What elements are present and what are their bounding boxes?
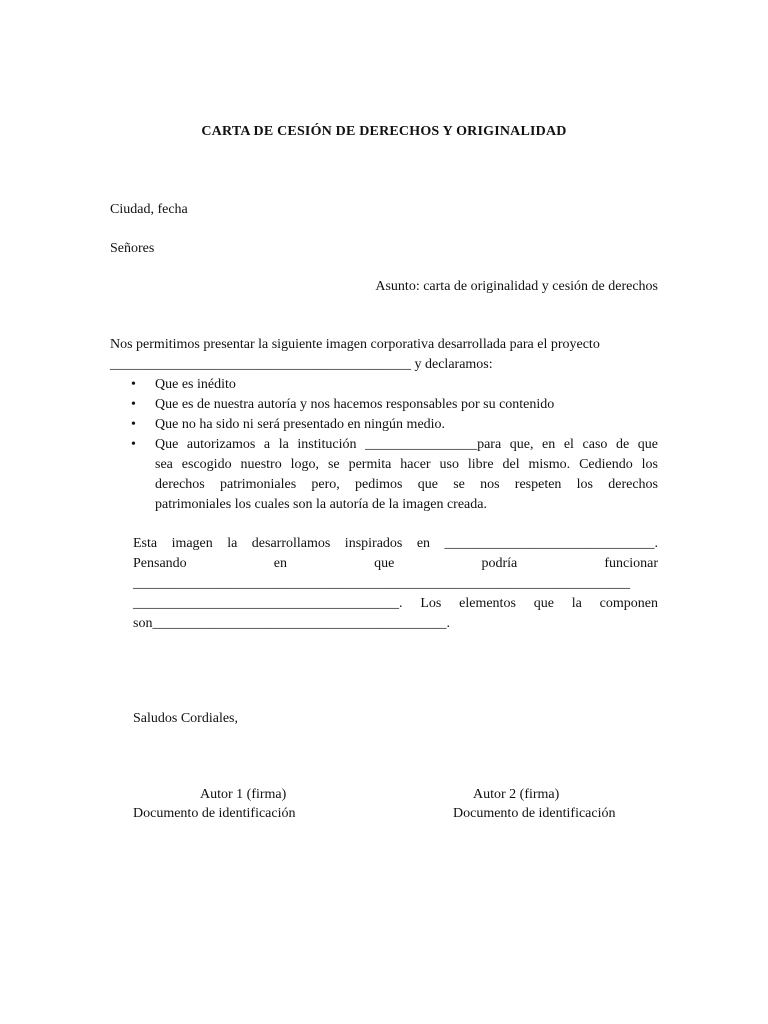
signature-id-author-1: Documento de identificación [133, 806, 296, 821]
declaration-list [110, 375, 658, 515]
intro-paragraph [110, 335, 658, 375]
city-date-line: Ciudad, fecha [110, 202, 188, 217]
list-item-text: derechos patrimoniales pero, pedimos que se nos respeten los derechos [155, 477, 658, 492]
subject-line: Asunto: carta de originalidad y cesión de derechos [375, 279, 658, 294]
bullet-icon: • [131, 397, 136, 412]
list-item [110, 435, 658, 515]
paragraph-line: ______________________________________. Los elementos que la componen [133, 596, 658, 611]
list-item-text: Que es inédito [155, 377, 236, 392]
list-item-text: Que es de nuestra autoría y nos hacemos responsables por su contenido [155, 397, 555, 412]
closing-line: Saludos Cordiales, [133, 711, 238, 726]
intro-line: ___________________________________________ y declaramos: [110, 357, 493, 372]
signature-label-author-2: Autor 2 (firma) [473, 787, 560, 802]
paragraph-line: Esta imagen la desarrollamos inspirados en ______________________________. [133, 536, 658, 551]
list-item [110, 395, 658, 415]
list-item [110, 375, 658, 395]
bullet-icon: • [131, 417, 136, 432]
letter-title: CARTA DE CESIÓN DE DERECHOS Y ORIGINALIDAD [201, 124, 567, 139]
list-item-text: Que no ha sido ni será presentado en ningún medio. [155, 417, 446, 432]
intro-line: Nos permitimos presentar la siguiente imagen corporativa desarrollada para el proyecto [110, 337, 600, 352]
inspiration-paragraph [133, 534, 658, 634]
paragraph-line: _______________________________________________________________________ [133, 576, 630, 591]
list-item-text: patrimoniales los cuales son la autoría de la imagen creada. [155, 497, 487, 512]
bullet-icon: • [131, 377, 136, 392]
list-item [110, 415, 658, 435]
signature-label-author-1: Autor 1 (firma) [200, 787, 287, 802]
paragraph-line: son__________________________________________. [133, 616, 450, 631]
signature-id-author-2: Documento de identificación [453, 806, 616, 821]
paragraph-line: Pensando en que podría funcionar [133, 556, 658, 571]
list-item-text: sea escogido nuestro logo, se permita hacer uso libre del mismo. Cediendo los [155, 457, 658, 472]
list-item-text: Que autorizamos a la institución ________________para que, en el caso de que [155, 437, 658, 452]
recipients-line: Señores [110, 241, 155, 256]
bullet-icon: • [131, 437, 136, 452]
